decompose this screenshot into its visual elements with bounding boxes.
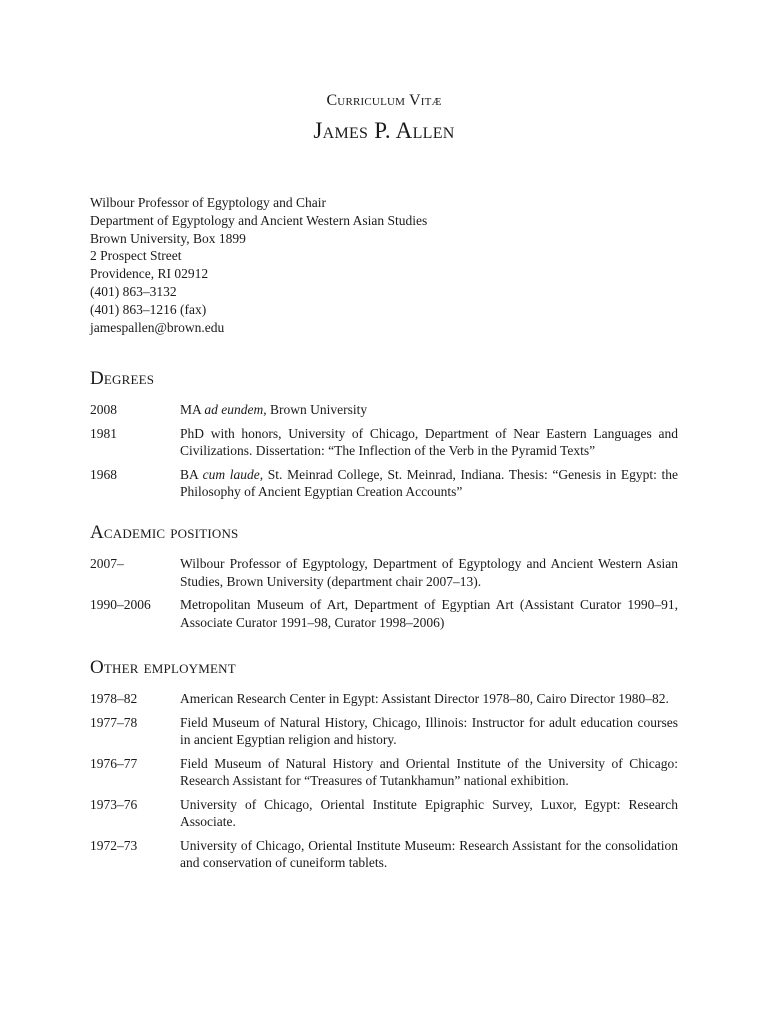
list-item (90, 466, 678, 501)
contact-phone: (401) 863–3132 (90, 283, 177, 299)
entry-text: American Research Center in Egypt: Assistant Director 1978–80, Cairo Director 1980–82. (180, 691, 669, 706)
employment-list (90, 690, 678, 878)
entry-text: University of Chicago, Oriental Institute Museum: Research Assistant for the consolidation and conservation of cuneiform tablets. (180, 837, 678, 870)
entry-text: Field Museum of Natural History and Oriental Institute of the University of Chicago: Research Assistant for “Treasures of Tutankhamun” national exhibition. (180, 755, 678, 788)
degrees-list (90, 401, 678, 507)
list-item (90, 837, 678, 872)
section-title-academic-positions: Academic positions (90, 522, 239, 543)
entry-text: Field Museum of Natural History, Chicago, Illinois: Instructor for adult education courses in ancient Egyptian religion and history. (180, 714, 678, 747)
list-item (90, 755, 678, 790)
academic-positions-list (90, 555, 678, 637)
contact-title: Wilbour Professor of Egyptology and Chair (90, 195, 327, 210)
list-item (90, 425, 678, 460)
document-label: Curriculum Vitæ (326, 92, 442, 109)
entry-text: University of Chicago, Oriental Institute Epigraphic Survey, Luxor, Egypt: Research Associate. (180, 796, 678, 829)
entry-text: Wilbour Professor of Egyptology, Department of Egyptology and Ancient Western Asian Studies, Brown University (department chair 2007–13). (180, 556, 678, 589)
entry-year: 1990–2006 (90, 597, 151, 612)
entry-year: 1978–82 (90, 691, 138, 706)
contact-city: Providence, RI 02912 (90, 266, 209, 282)
entry-text: PhD with honors, University of Chicago, Department of Near Eastern Languages and Civilizations. Dissertation: “The Inflection of the Verb in the Pyramid Texts” (180, 425, 678, 458)
entry-year: 1972–73 (90, 837, 138, 853)
section-title-degrees: Degrees (90, 368, 155, 389)
section-title-other-employment: Other employment (90, 657, 236, 678)
entry-year: 1968 (90, 466, 117, 482)
entry-year: 1977–78 (90, 714, 138, 730)
contact-email: jamespallen@brown.edu (90, 319, 225, 335)
list-item (90, 714, 678, 749)
entry-text: BA cum laude, St. Meinrad College, St. Meinrad, Indiana. Thesis: “Genesis in Egypt: the Philosophy of Ancient Egyptian Creation Accounts” (180, 466, 678, 499)
contact-university: Brown University, Box 1899 (90, 230, 246, 246)
list-item (90, 401, 678, 419)
list-item (90, 596, 678, 631)
entry-year: 1976–77 (90, 755, 138, 771)
list-item (90, 555, 678, 590)
entry-year: 2008 (90, 402, 117, 417)
list-item (90, 796, 678, 831)
contact-department: Department of Egyptology and Ancient Western Asian Studies (90, 212, 428, 228)
person-name: James P. Allen (313, 118, 455, 143)
list-item (90, 690, 678, 708)
contact-street: 2 Prospect Street (90, 248, 182, 264)
entry-text: MA ad eundem, Brown University (180, 402, 368, 417)
entry-text: Metropolitan Museum of Art, Department of Egyptian Art (Assistant Curator 1990–91, Associate Curator 1991–98, Curator 1998–2006) (180, 597, 678, 630)
contact-block (90, 194, 690, 336)
contact-fax: (401) 863–1216 (fax) (90, 301, 207, 317)
entry-year: 1973–76 (90, 796, 138, 812)
entry-year: 1981 (90, 425, 117, 441)
entry-year: 2007– (90, 556, 124, 571)
